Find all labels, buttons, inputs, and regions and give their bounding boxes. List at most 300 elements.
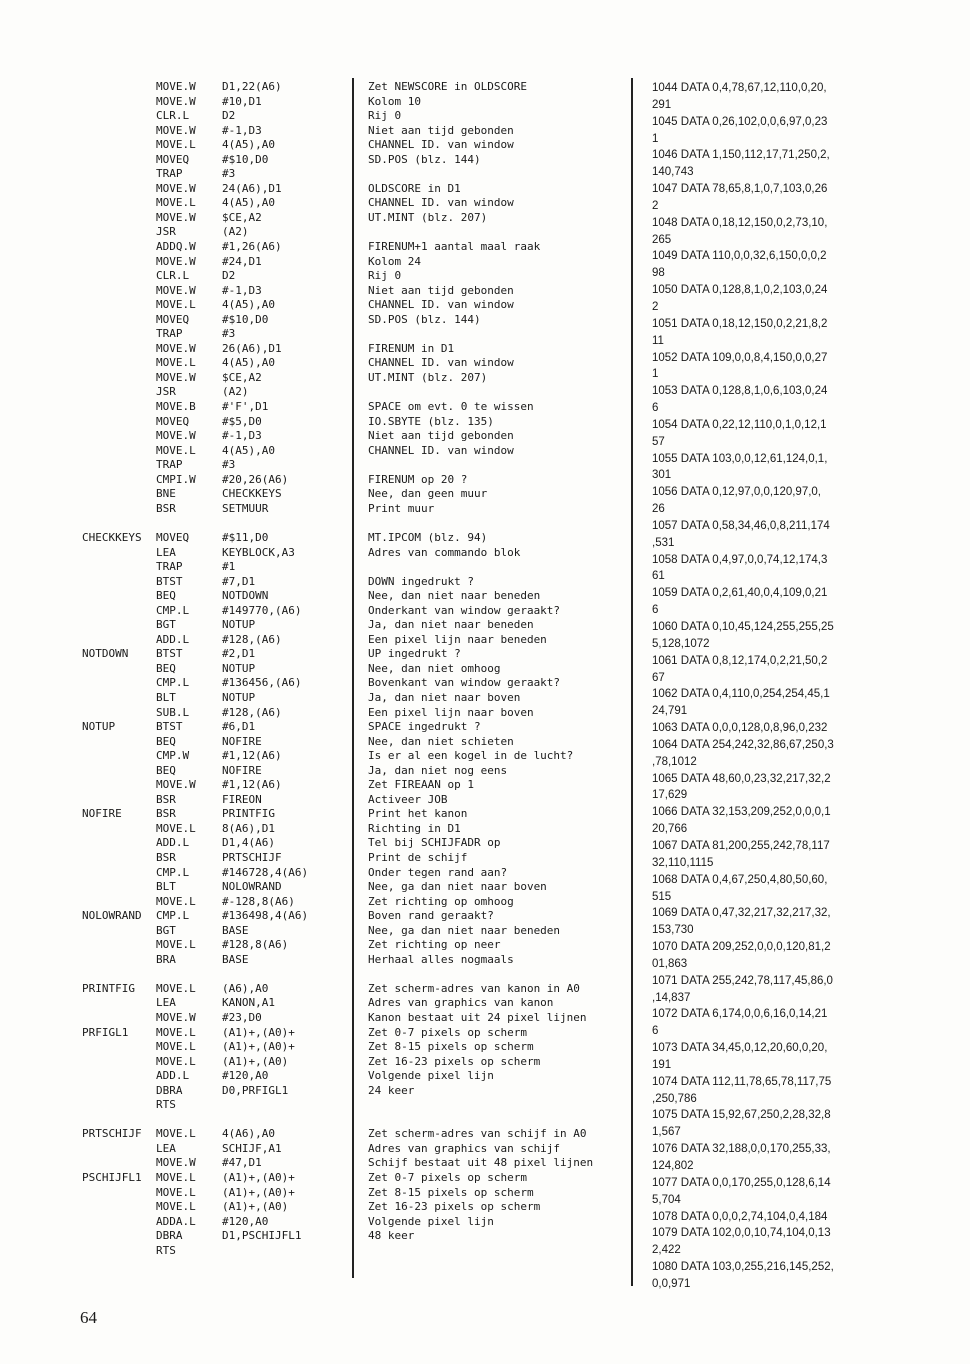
asm-opcode: MOVE.L	[156, 1171, 196, 1185]
asm-operand: NOTUP	[222, 690, 256, 704]
asm-line	[82, 1156, 352, 1171]
data-line: 2,422	[652, 1244, 681, 1257]
asm-label: PSCHIJFL1	[82, 1171, 142, 1185]
comment-line	[368, 225, 630, 240]
asm-opcode: CLR.L	[156, 109, 190, 123]
comment-line: Zet 8-15 pixels op scherm	[368, 1185, 534, 1199]
comment-line: UT.MINT (blz. 207)	[368, 210, 488, 224]
asm-line	[82, 1026, 352, 1041]
asm-line	[82, 211, 352, 226]
asm-line	[82, 1084, 352, 1099]
asm-opcode: MOVE.L	[156, 298, 196, 312]
asm-operand: 4(A5),A0	[222, 356, 275, 370]
asm-operand: (A1)+,(A0)	[222, 1200, 289, 1214]
data-line: 140,743	[652, 166, 694, 179]
comment-line: Zet 0-7 pixels op scherm	[368, 1171, 527, 1185]
comment-line: Nee, dan niet naar beneden	[368, 589, 541, 603]
asm-opcode: ADD.L	[156, 836, 190, 850]
data-line: 1074 DATA 112,11,78,65,78,117,75	[652, 1075, 832, 1088]
asm-line	[82, 1229, 352, 1244]
asm-opcode: ADDQ.W	[156, 240, 196, 254]
comment-line	[368, 516, 630, 531]
comment-line: DOWN ingedrukt ?	[368, 574, 474, 588]
asm-operand: #-1,D3	[222, 123, 262, 137]
asm-opcode: MOVE.L	[156, 356, 196, 370]
asm-operand: #10,D1	[222, 94, 262, 108]
asm-line	[82, 356, 352, 371]
data-line: 26	[652, 503, 665, 516]
comment-line: Een pixel lijn naar boven	[368, 705, 534, 719]
asm-line	[82, 604, 352, 619]
asm-opcode: BLT	[156, 880, 176, 894]
asm-operand: NOFIRE	[222, 734, 262, 748]
asm-opcode: CLR.L	[156, 269, 190, 283]
asm-line	[82, 851, 352, 866]
asm-opcode: RTS	[156, 1098, 176, 1112]
asm-opcode: BSR	[156, 501, 176, 515]
asm-line	[82, 982, 352, 997]
comment-line: Herhaal alles nogmaals	[368, 952, 514, 966]
asm-line	[82, 1055, 352, 1070]
asm-opcode: BEQ	[156, 763, 176, 777]
asm-line	[82, 473, 352, 488]
asm-operand: (A1)+,(A0)	[222, 1054, 289, 1068]
asm-opcode: MOVEQ	[156, 414, 190, 428]
data-line: 6	[652, 604, 659, 617]
asm-opcode: MOVEQ	[156, 312, 190, 326]
data-line: 0,0,971	[652, 1277, 691, 1290]
asm-operand: #20,26(A6)	[222, 472, 289, 486]
asm-line	[82, 560, 352, 575]
data-line: 20,766	[652, 823, 688, 836]
comment-line	[368, 560, 630, 575]
comment-line: Nee, ga dan niet naar beneden	[368, 923, 561, 937]
asm-operand: KEYBLOCK,A3	[222, 545, 295, 559]
comment-line: Kanon bestaat uit 24 pixel lijnen	[368, 1011, 587, 1024]
asm-opcode: MOVEQ	[156, 530, 190, 544]
asm-line	[82, 429, 352, 444]
asm-operand: D1,4(A6)	[222, 836, 275, 850]
asm-operand: $CE,A2	[222, 210, 262, 224]
asm-opcode: BSR	[156, 792, 176, 806]
asm-opcode: BLT	[156, 690, 176, 704]
comment-line: CHANNEL ID. van window	[368, 443, 514, 457]
data-line: 291	[652, 98, 672, 111]
asm-line	[82, 662, 352, 677]
asm-opcode: CMP.L	[156, 676, 190, 690]
comment-line: Nee, dan niet omhoog	[368, 661, 501, 675]
page-number: 64	[80, 1308, 97, 1327]
comment-line: Een pixel lijn naar beneden	[368, 632, 547, 646]
data-line: 6	[652, 402, 659, 415]
asm-operand: NOLOWRAND	[222, 880, 282, 894]
asm-line	[82, 385, 352, 400]
asm-operand: (A2)	[222, 225, 249, 239]
asm-operand: #128,8(A6)	[222, 938, 289, 952]
comment-line: Kolom 10	[368, 94, 421, 108]
asm-opcode: BEQ	[156, 661, 176, 675]
comment-line: FIRENUM op 20 ?	[368, 472, 468, 486]
comment-line: Onderkant van window geraakt?	[368, 603, 561, 617]
data-line: 1059 DATA 0,2,61,40,0,4,109,0,21	[652, 587, 828, 600]
comment-line: Nee, dan niet schieten	[368, 734, 514, 748]
asm-opcode: BGT	[156, 923, 176, 937]
data-line: 6	[652, 1025, 659, 1038]
asm-line	[82, 706, 352, 721]
data-line: 11	[652, 334, 664, 347]
asm-line	[82, 1215, 352, 1230]
asm-operand: #$5,D0	[222, 414, 262, 428]
asm-operand: SCHIJF,A1	[222, 1141, 282, 1155]
data-line: 24,791	[652, 705, 688, 718]
asm-opcode: TRAP	[156, 167, 183, 181]
comment-line: Zet scherm-adres van kanon in A0	[368, 981, 580, 995]
asm-opcode: MOVE.L	[156, 981, 196, 995]
asm-opcode: MOVE.W	[156, 370, 196, 384]
comment-line: CHANNEL ID. van window	[368, 138, 514, 152]
asm-operand: #'F',D1	[222, 400, 269, 414]
asm-line	[82, 735, 352, 750]
asm-line	[82, 458, 352, 473]
asm-operand: 8(A6),D1	[222, 821, 275, 835]
comment-line: Zet scherm-adres van schijf in A0	[368, 1127, 587, 1141]
asm-operand: D2	[222, 109, 236, 123]
asm-line	[82, 196, 352, 211]
asm-label: CHECKKEYS	[82, 530, 142, 544]
asm-line	[82, 676, 352, 691]
comment-line: SPACE om evt. 0 te wissen	[368, 400, 534, 414]
comment-line: Ja, dan niet naar boven	[368, 690, 521, 704]
data-line: ,250,786	[652, 1092, 697, 1105]
asm-opcode: TRAP	[156, 560, 183, 574]
asm-opcode: MOVE.W	[156, 283, 196, 297]
comment-line: Adres van commando blok	[368, 545, 521, 559]
comment-line: SD.POS (blz. 144)	[368, 152, 481, 166]
basic-data-listing	[652, 80, 892, 1293]
asm-operand: BASE	[222, 952, 249, 966]
data-line: 2	[652, 300, 659, 313]
asm-operand: D2	[222, 269, 236, 283]
asm-line	[82, 95, 352, 110]
comment-line: Zet 16-23 pixels op scherm	[368, 1054, 541, 1068]
asm-line	[82, 444, 352, 459]
asm-line	[82, 298, 352, 313]
asm-operand: 4(A5),A0	[222, 138, 275, 152]
data-line: 1045 DATA 0,26,102,0,0,6,97,0,23	[652, 115, 828, 128]
asm-operand: (A1)+,(A0)+	[222, 1171, 295, 1185]
asm-line	[82, 1098, 352, 1113]
asm-opcode: RTS	[156, 1243, 176, 1257]
comment-line: Boven rand geraakt?	[368, 909, 494, 923]
comment-line: Niet aan tijd gebonden	[368, 429, 514, 443]
asm-line	[82, 327, 352, 342]
asm-operand: #$11,D0	[222, 530, 269, 544]
asm-operand: 4(A6),A0	[222, 1127, 275, 1141]
comment-line: Zet 16-23 pixels op scherm	[368, 1200, 541, 1214]
asm-opcode: DBRA	[156, 1229, 183, 1243]
asm-line	[82, 546, 352, 561]
data-line: 1079 DATA 102,0,0,10,74,104,0,13	[652, 1227, 831, 1240]
data-line: 01,863	[652, 957, 688, 970]
asm-opcode: BRA	[156, 952, 176, 966]
asm-opcode: BEQ	[156, 734, 176, 748]
comment-line: OLDSCORE in D1	[368, 181, 461, 195]
asm-operand: 26(A6),D1	[222, 341, 282, 355]
comment-line: Bovenkant van window geraakt?	[368, 676, 561, 690]
comment-line	[368, 967, 630, 982]
asm-operand: #120,A0	[222, 1069, 269, 1083]
asm-operand: $CE,A2	[222, 370, 262, 384]
data-line: 1066 DATA 32,153,209,252,0,0,0,1	[652, 806, 831, 819]
asm-opcode: BSR	[156, 850, 176, 864]
comment-line	[368, 1098, 630, 1113]
data-line: 191	[652, 1058, 672, 1071]
asm-line	[82, 647, 352, 662]
asm-opcode: MOVE.L	[156, 821, 196, 835]
comment-line: Rij 0	[368, 269, 402, 283]
asm-opcode: BTST	[156, 720, 183, 734]
asm-label: NOFIRE	[82, 807, 122, 821]
asm-line	[82, 1171, 352, 1186]
asm-operand: NOTUP	[222, 661, 256, 675]
data-line: 1070 DATA 209,252,0,0,0,120,81,2	[652, 941, 831, 954]
asm-operand: #-1,D3	[222, 429, 262, 443]
asm-line	[82, 284, 352, 299]
data-line: 61	[652, 570, 665, 583]
data-line: 1061 DATA 0,8,12,174,0,2,21,50,2	[652, 654, 828, 667]
asm-line	[82, 531, 352, 546]
comment-column	[368, 80, 630, 1244]
data-line: 5,704	[652, 1193, 681, 1206]
asm-label: NOTUP	[82, 720, 116, 734]
comment-line: Nee, ga dan niet naar boven	[368, 880, 547, 894]
comment-line: Adres van graphics van schijf	[368, 1141, 561, 1155]
asm-opcode: MOVE.W	[156, 80, 196, 93]
asm-line	[82, 1200, 352, 1215]
asm-line	[82, 182, 352, 197]
asm-line	[82, 415, 352, 430]
asm-line	[82, 807, 352, 822]
asm-line	[82, 1069, 352, 1084]
asm-line	[82, 240, 352, 255]
asm-operand: #$10,D0	[222, 152, 269, 166]
comment-line: CHANNEL ID. van window	[368, 356, 514, 370]
asm-opcode: MOVE.W	[156, 778, 196, 792]
asm-line	[82, 342, 352, 357]
asm-line	[82, 167, 352, 182]
asm-operand: FIREON	[222, 792, 262, 806]
asm-opcode: LEA	[156, 545, 176, 559]
asm-line	[82, 516, 352, 531]
asm-opcode: SUB.L	[156, 705, 190, 719]
data-line: 1068 DATA 0,4,67,250,4,80,50,60,	[652, 873, 828, 886]
asm-line	[82, 225, 352, 240]
comment-line: Zet 0-7 pixels op scherm	[368, 1025, 527, 1039]
asm-operand: NOFIRE	[222, 763, 262, 777]
asm-opcode: CMP.L	[156, 909, 190, 923]
asm-operand: #-1,D3	[222, 283, 262, 297]
asm-line	[82, 153, 352, 168]
asm-operand: #120,A0	[222, 1214, 269, 1228]
asm-line	[82, 880, 352, 895]
asm-label: PRINTFIG	[82, 981, 135, 995]
comment-line: Adres van graphics van kanon	[368, 996, 554, 1010]
data-line: 1055 DATA 103,0,0,12,61,124,0,1,	[652, 452, 828, 465]
asm-operand: #6,D1	[222, 720, 256, 734]
data-line: 1072 DATA 6,174,0,0,6,16,0,14,21	[652, 1008, 828, 1021]
asm-operand: (A1)+,(A0)+	[222, 1025, 295, 1039]
asm-line	[82, 793, 352, 808]
data-line: 1057 DATA 0,58,34,46,0,8,211,174	[652, 519, 830, 532]
asm-operand: (A6),A0	[222, 981, 269, 995]
asm-line	[82, 502, 352, 517]
asm-opcode: LEA	[156, 1141, 176, 1155]
asm-opcode: BEQ	[156, 589, 176, 603]
comment-line: 48 keer	[368, 1229, 415, 1243]
asm-opcode: BSR	[156, 807, 176, 821]
asm-opcode: MOVE.L	[156, 138, 196, 152]
asm-operand: #3	[222, 458, 236, 472]
data-line: 1063 DATA 0,0,0,128,0,8,96,0,232	[652, 722, 828, 735]
data-line: 1048 DATA 0,18,12,150,0,2,73,10,	[652, 216, 828, 229]
asm-opcode: MOVE.W	[156, 1011, 196, 1024]
data-line: 57	[652, 435, 665, 448]
asm-line	[82, 633, 352, 648]
data-line: 17,629	[652, 789, 688, 802]
column-divider-left	[352, 78, 354, 1278]
asm-operand: #24,D1	[222, 254, 262, 268]
asm-operand: #1,26(A6)	[222, 240, 282, 254]
asm-operand: D1,22(A6)	[222, 80, 282, 93]
asm-opcode: MOVEQ	[156, 152, 190, 166]
asm-line	[82, 400, 352, 415]
data-line: 1060 DATA 0,10,45,124,255,255,25	[652, 621, 834, 633]
comment-line: IO.SBYTE (blz. 135)	[368, 414, 494, 428]
asm-line	[82, 691, 352, 706]
comment-line: Schijf bestaat uit 48 pixel lijnen	[368, 1156, 594, 1170]
data-line: ,78,1012	[652, 755, 697, 768]
asm-opcode: MOVE.L	[156, 1185, 196, 1199]
comment-line: Volgende pixel lijn	[368, 1214, 494, 1228]
asm-operand: #128,(A6)	[222, 705, 282, 719]
asm-line	[82, 575, 352, 590]
data-line: 1051 DATA 0,18,12,150,0,2,21,8,2	[652, 317, 828, 330]
asm-opcode: ADDA.L	[156, 1214, 196, 1228]
asm-label: PRFIGL1	[82, 1025, 129, 1039]
comment-line: Print het kanon	[368, 807, 468, 821]
asm-line	[82, 749, 352, 764]
asm-opcode: MOVE.L	[156, 443, 196, 457]
asm-opcode: BGT	[156, 618, 176, 632]
asm-opcode: BTST	[156, 647, 183, 661]
comment-line: Zet FIREAAN op 1	[368, 778, 474, 792]
asm-operand: #1	[222, 560, 236, 574]
comment-line: Tel bij SCHIJFADR op	[368, 836, 501, 850]
asm-line	[82, 764, 352, 779]
comment-line: Activeer JOB	[368, 792, 448, 806]
asm-opcode: MOVE.L	[156, 1025, 196, 1039]
comment-line: Ja, dan niet nog eens	[368, 763, 508, 777]
asm-line	[82, 1011, 352, 1026]
data-line: 515	[652, 890, 672, 903]
data-line: 1	[652, 132, 659, 145]
asm-line	[82, 1127, 352, 1142]
comment-line: Niet aan tijd gebonden	[368, 123, 514, 137]
asm-line	[82, 720, 352, 735]
asm-line	[82, 996, 352, 1011]
asm-opcode: CMPI.W	[156, 472, 196, 486]
comment-line	[368, 167, 630, 182]
asm-opcode: DBRA	[156, 1083, 183, 1097]
asm-operand: #47,D1	[222, 1156, 262, 1170]
asm-operand: (A2)	[222, 385, 249, 399]
asm-opcode: BNE	[156, 487, 176, 501]
comment-line: MT.IPCOM (blz. 94)	[368, 530, 488, 544]
asm-opcode: MOVE.W	[156, 341, 196, 355]
data-line: 1075 DATA 15,92,67,250,2,28,32,8	[652, 1109, 831, 1122]
asm-line	[82, 269, 352, 284]
data-line: 1073 DATA 34,45,0,12,20,60,0,20,	[652, 1042, 828, 1055]
comment-line: Richting in D1	[368, 821, 461, 835]
asm-opcode: MOVE.W	[156, 210, 196, 224]
asm-line	[82, 313, 352, 328]
asm-operand: #7,D1	[222, 574, 256, 588]
asm-line	[82, 938, 352, 953]
data-line: 153,730	[652, 924, 694, 937]
asm-line	[82, 822, 352, 837]
asm-line	[82, 778, 352, 793]
asm-operand: (A1)+,(A0)+	[222, 1040, 295, 1054]
asm-operand: NOTDOWN	[222, 589, 269, 603]
asm-opcode: MOVE.L	[156, 1040, 196, 1054]
asm-operand: D1,PSCHIJFL1	[222, 1229, 302, 1243]
data-line: 1049 DATA 110,0,0,32,6,150,0,0,2	[652, 250, 827, 263]
asm-operand: #1,12(A6)	[222, 778, 282, 792]
comment-line: Rij 0	[368, 109, 402, 123]
data-line: 1053 DATA 0,128,8,1,0,6,103,0,24	[652, 385, 828, 398]
comment-line: SPACE ingedrukt ?	[368, 720, 481, 734]
data-line: 1071 DATA 255,242,78,117,45,86,0	[652, 974, 833, 987]
comment-line: Nee, dan geen muur	[368, 487, 488, 501]
data-line: 1076 DATA 32,188,0,0,170,255,33,	[652, 1143, 831, 1156]
asm-operand: #3	[222, 167, 236, 181]
data-line: ,531	[652, 536, 675, 549]
data-line: 1077 DATA 0,0,170,255,0,128,6,14	[652, 1176, 831, 1189]
asm-operand: #-128,8(A6)	[222, 894, 295, 908]
asm-line	[82, 1113, 352, 1128]
asm-opcode: TRAP	[156, 327, 183, 341]
comment-line: CHANNEL ID. van window	[368, 196, 514, 210]
asm-opcode: ADD.L	[156, 632, 190, 646]
asm-operand: #1,12(A6)	[222, 749, 282, 763]
comment-line: Volgende pixel lijn	[368, 1069, 494, 1083]
asm-operand: NOTUP	[222, 618, 256, 632]
comment-line	[368, 458, 630, 473]
data-line: 301	[652, 469, 672, 482]
asm-opcode: MOVE.W	[156, 254, 196, 268]
asm-opcode: MOVE.L	[156, 1200, 196, 1214]
data-line: 1067 DATA 81,200,255,242,78,117	[652, 839, 830, 852]
asm-line	[82, 138, 352, 153]
data-line: 1078 DATA 0,0,0,2,74,104,0,4,184	[652, 1210, 828, 1223]
comment-line: Onder tegen rand aan?	[368, 865, 508, 879]
asm-operand: 4(A5),A0	[222, 443, 275, 457]
comment-line: UP ingedrukt ?	[368, 647, 461, 661]
asm-line	[82, 909, 352, 924]
comment-line: CHANNEL ID. van window	[368, 298, 514, 312]
asm-label: NOTDOWN	[82, 647, 129, 661]
asm-label: PRTSCHIJF	[82, 1127, 142, 1141]
